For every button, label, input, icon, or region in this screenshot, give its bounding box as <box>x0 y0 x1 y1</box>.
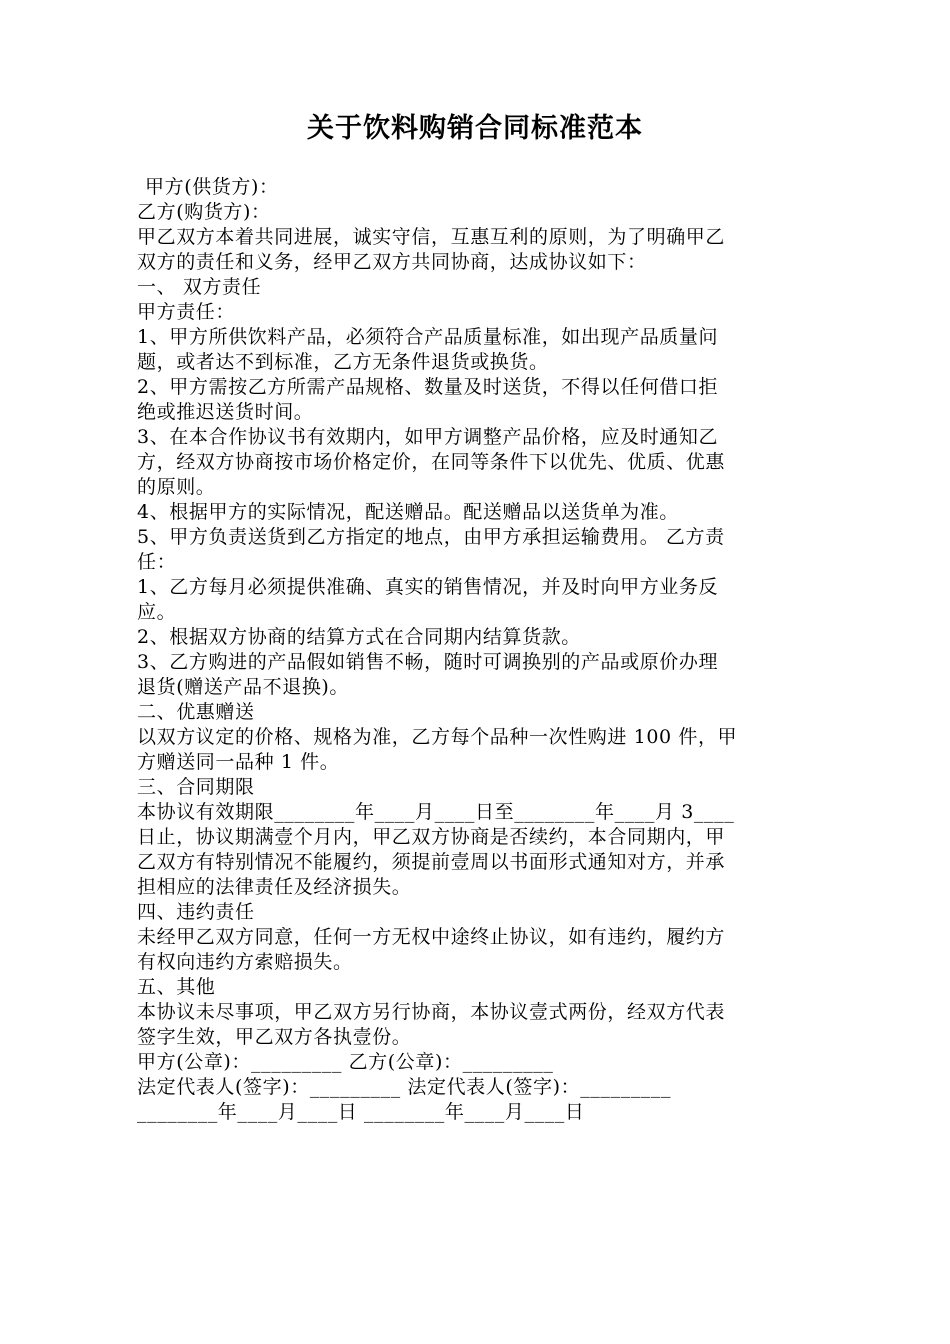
document-line: 乙双方有特别情况不能履约，须提前壹周以书面形式通知对方，并承 <box>137 851 726 873</box>
document-line: 五、其他 <box>137 976 216 998</box>
document-line: 本协议有效期限________年____月____日至________年____月 3____ <box>137 801 735 823</box>
page-title: 关于饮料购销合同标准范本 <box>307 113 643 144</box>
document-line: 有权向违约方索赔损失。 <box>137 951 353 973</box>
document-line: 法定代表人(签字)：_________ 法定代表人(签字)：_________ <box>137 1076 672 1098</box>
document-line: 四、违约责任 <box>137 901 255 923</box>
document-line: 1、乙方每月必须提供准确、真实的销售情况，并及时向甲方业务反 <box>137 576 719 598</box>
document-line: 三、合同期限 <box>137 776 255 798</box>
document-line: 4、根据甲方的实际情况，配送赠品。配送赠品以送货单为准。 <box>137 501 679 523</box>
document-line: 应。 <box>137 601 177 623</box>
document-line: 甲乙双方本着共同进展，诚实守信，互惠互利的原则，为了明确甲乙 <box>137 226 726 248</box>
document-line: 3、在本合作协议书有效期内，如甲方调整产品价格，应及时通知乙 <box>137 426 719 448</box>
document-line: 签字生效，甲乙双方各执壹份。 <box>137 1026 412 1048</box>
document-line: 未经甲乙双方同意，任何一方无权中途终止协议，如有违约，履约方 <box>137 926 726 948</box>
document-line: 2、甲方需按乙方所需产品规格、数量及时送货，不得以任何借口拒 <box>137 376 719 398</box>
document-line: 3、乙方购进的产品假如销售不畅，随时可调换别的产品或原价办理 <box>137 651 719 673</box>
document-line: 题，或者达不到标准，乙方无条件退货或换货。 <box>137 351 549 373</box>
document-line: 绝或推迟送货时间。 <box>137 401 314 423</box>
document-line: 方赠送同一品种 1 件。 <box>137 751 340 773</box>
document-line: 担相应的法律责任及经济损失。 <box>137 876 412 898</box>
document-line: 双方的责任和义务，经甲乙双方共同协商，达成协议如下： <box>137 251 647 273</box>
document-line: 二、优惠赠送 <box>137 701 255 723</box>
document-line: ________年____月____日 ________年____月____日 <box>137 1101 585 1123</box>
document-line: 甲方(公章)：_________ 乙方(公章)：_________ <box>137 1051 554 1073</box>
document-line: 1、甲方所供饮料产品，必须符合产品质量标准，如出现产品质量问 <box>137 326 719 348</box>
document-line: 甲方责任： <box>137 301 236 323</box>
document-line: 退货(赠送产品不退换)。 <box>137 676 350 698</box>
document-line: 本协议未尽事项，甲乙双方另行协商，本协议壹式两份，经双方代表 <box>137 1001 726 1023</box>
document-line: 乙方(购货方)： <box>137 201 271 223</box>
document-line: 5、甲方负责送货到乙方指定的地点，由甲方承担运输费用。 乙方责 <box>137 526 725 548</box>
document-line: 以双方议定的价格、规格为准，乙方每个品种一次性购进 100 件，甲 <box>137 726 738 748</box>
document-line: 一、 双方责任 <box>137 276 262 298</box>
document-body <box>137 175 817 1125</box>
document-line: 甲方(供货方)： <box>145 176 279 198</box>
document-line: 日止，协议期满壹个月内，甲乙双方协商是否续约，本合同期内，甲 <box>137 826 726 848</box>
document-line: 方，经双方协商按市场价格定价，在同等条件下以优先、优质、优惠 <box>137 451 726 473</box>
document-line: 任： <box>137 551 177 573</box>
document-line: 2、根据双方协商的结算方式在合同期内结算货款。 <box>137 626 581 648</box>
document-line: 的原则。 <box>137 476 216 498</box>
